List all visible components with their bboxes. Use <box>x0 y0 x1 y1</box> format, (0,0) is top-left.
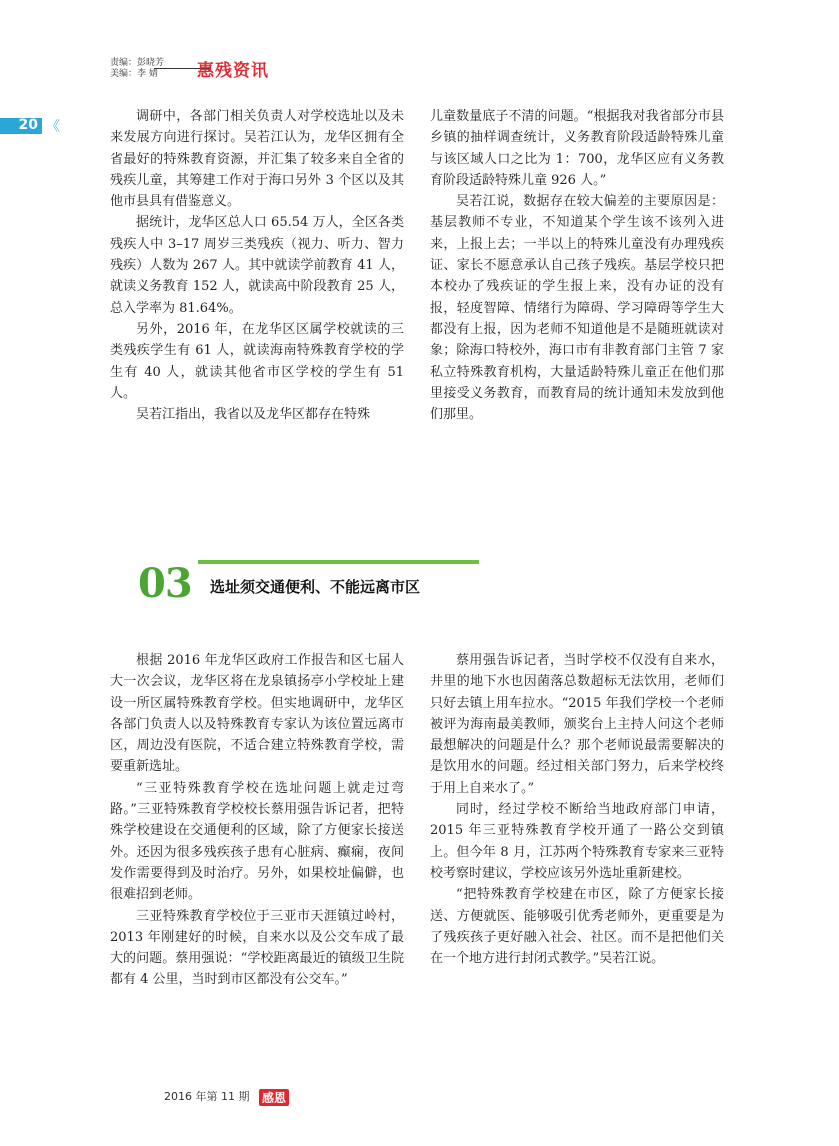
top-right-column <box>430 106 724 425</box>
magazine-logo: 感恩 <box>259 1089 289 1106</box>
bottom-left-column <box>110 650 404 991</box>
paragraph: 三亚特殊教育学校位于三亚市天涯镇过岭村，2013 年刚建好的时候，自来水以及公交车成了最大的问题。蔡用强说：“学校距离最近的镇级卫生院都有 4 公里，当时到市区都没有公交车。” <box>110 908 404 988</box>
page-header <box>110 56 410 86</box>
chevron-left-icon: 《 <box>46 119 60 135</box>
issue-label: 2016 年第 11 期 <box>164 1090 250 1103</box>
bottom-right-column <box>430 650 724 969</box>
section-name: 惠残资讯 <box>197 61 269 81</box>
paragraph: 根据 2016 年龙华区政府工作报告和区七届人大一次会议，龙华区将在龙泉镇扬亭小学校址上建设一所区属特殊教育学校。但实地调研中，龙华区各部门负责人以及特殊教育专家认为该位置远离市区，周边没有医院，不适合建立特殊教育学校，需要重新选址。 <box>110 653 404 775</box>
page-number-tab <box>0 117 60 135</box>
page-number: 20 <box>18 117 38 133</box>
paragraph: “把特殊教育学校建在市区，除了方便家长接送、方便就医、能够吸引优秀老师外，更重要是为了残疾孩子更好融入社会、社区。而不是把他们关在一个地方进行封闭式教学。”吴若江说。 <box>430 887 724 967</box>
paragraph: 调研中，各部门相关负责人对学校选址以及未来发展方向进行探讨。吴若江认为，龙华区拥有全省最好的特殊教育资源，并汇集了较多来自全省的残疾儿童，其筹建工作对于海口另外 3 个区以及其他市县具有借鉴意义。 <box>110 109 404 210</box>
editor-line-2: 美编：李 婧 <box>110 69 158 79</box>
paragraph: 吴若江说，数据存在较大偏差的主要原因是：基层教师不专业，不知道某个学生该不该列入进来，上报上去；一半以上的特殊儿童没有办理残疾证、家长不愿意承认自己孩子残疾。基层学校只把本校办了残疾证的学生报上来，没有办证的没有报，轻度智障、情绪行为障碍、学习障碍等学生大都没有上报，因为老师不知道他是不是随班就读对象；除海口特校外，海口市有非教育部门主管 7 家私立特殊教育机构，大量适龄特殊儿童正在他们那里接受义务教育，而教育局的统计通知未发放到他们那里。 <box>430 194 724 423</box>
top-left-column <box>110 106 404 425</box>
section-number: 03 <box>138 560 192 607</box>
section-title: 选址须交通便利、不能远离市区 <box>210 578 421 596</box>
section-divider-bar <box>198 560 479 564</box>
paragraph: 吴若江指出，我省以及龙华区都存在特殊 <box>136 407 371 423</box>
editor-credits <box>110 58 164 80</box>
paragraph: 另外，2016 年，在龙华区区属学校就读的三类残疾学生有 61 人，就读海南特殊教育学校的学生有 40 人，就读其他省市区学校的学生有 51 人。 <box>110 321 404 401</box>
paragraph: 同时，经过学校不断给当地政府部门申请，2015 年三亚特殊教育学校开通了一路公交到镇上。但今年 8 月，江苏两个特殊教育专家来三亚特校考察时建议，学校应该另外选址重新建校。 <box>430 802 724 881</box>
editor-line-1: 责编：彭晓芳 <box>110 58 165 68</box>
page-footer <box>164 1088 289 1106</box>
paragraph: 儿童数量底子不清的问题。“根据我对我省部分市县乡镇的抽样调查统计，义务教育阶段适龄特殊儿童与该区域人口之比为 1：700，龙华区应有义务教育阶段适龄特殊儿童 926 人。” <box>430 109 724 188</box>
paragraph: 蔡用强告诉记者，当时学校不仅没有自来水，井里的地下水也因菌落总数超标无法饮用，老师们只好去镇上用车拉水。“2015 年我们学校一个老师被评为海南最美教师，颁奖台上主持人问这个老师最想解决的问题是什么？那个老师说最需要解决的是饮用水的问题。经过相关部门努力，后来学校终于用上自来水了。” <box>430 653 724 796</box>
paragraph: 据统计，龙华区总人口 65.54 万人，全区各类残疾人中 3–17 周岁三类残疾（视力、听力、智力残疾）人数为 267 人。其中就读学前教育 41 人，就读义务教育 152 人，就读高中阶段教育 25 人，总入学率为 81.64%。 <box>110 215 404 316</box>
paragraph: “三亚特殊教育学校在选址问题上就走过弯路。”三亚特殊教育学校校长蔡用强告诉记者，把特殊学校建设在交通便利的区域，除了方便家长接送外。还因为很多残疾孩子患有心脏病、癫痫，夜间发作需要得到及时治疗。另外，如果校址偏僻，也很难招到老师。 <box>110 780 404 903</box>
